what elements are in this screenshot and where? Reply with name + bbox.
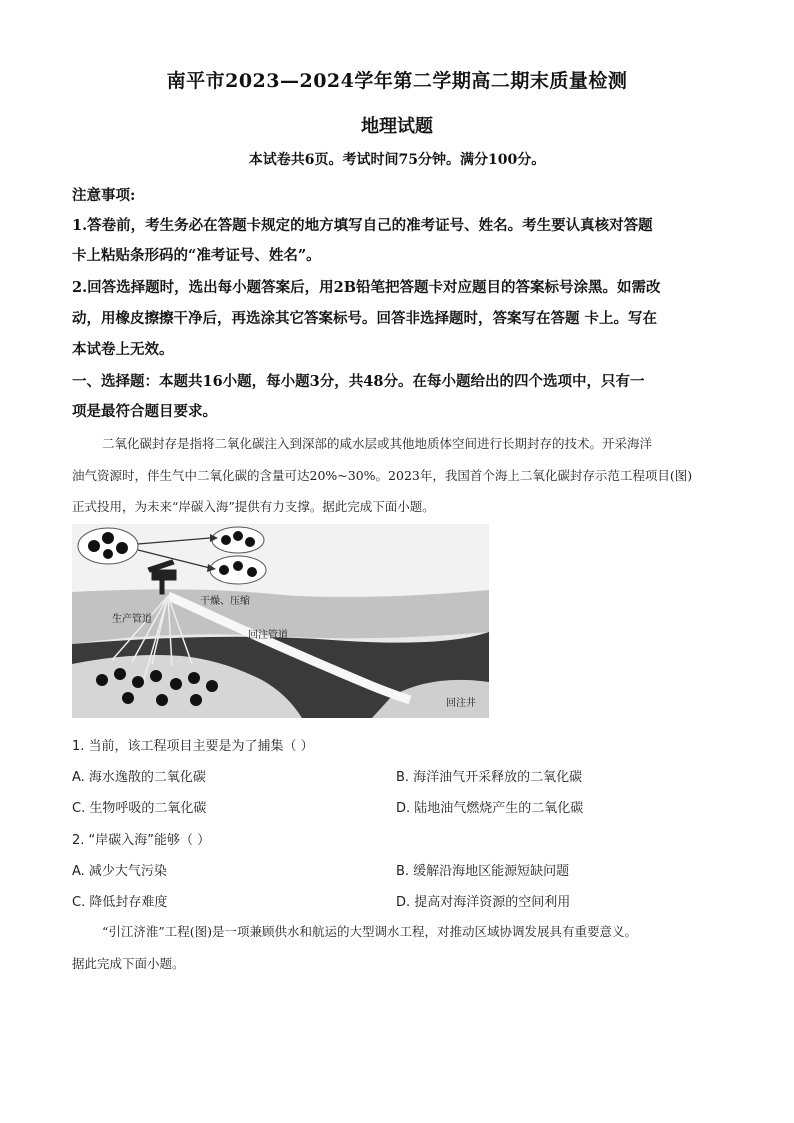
question-2-option-c: C. 降低封存难度 bbox=[72, 895, 168, 910]
passage-1-line-1: 二氧化碳封存是指将二氧化碳注入到深部的咸水层或其他地质体空间进行长期封存的技术。开采海洋 bbox=[102, 436, 653, 451]
notice-heading: 注意事项: bbox=[72, 187, 136, 204]
question-2-option-a: A. 减少大气污染 bbox=[72, 864, 167, 879]
passage-1-line-2: 油气资源时，伴生气中二氧化碳的含量可达20%~30%。2023年，我国首个海上二氧化碳封存示范工程项目(图) bbox=[72, 468, 693, 483]
question-1-option-c: C. 生物呼吸的二氧化碳 bbox=[72, 801, 207, 816]
notice-item-2-line-3: 本试卷上无效。 bbox=[72, 341, 174, 358]
label-return-pipe: 回注管道 bbox=[248, 630, 288, 641]
notice-item-1-line-1: 1.答卷前，考生务必在答题卡规定的地方填写自己的准考证号、姓名。考生要认真核对答题 bbox=[72, 217, 653, 234]
notice-item-2-line-2: 动，用橡皮擦擦干净后，再选涂其它答案标号。回答非选择题时，答案写在答题 卡上。写在 bbox=[72, 310, 658, 327]
question-2-stem: 2. “岸碳入海”能够（ ） bbox=[72, 833, 211, 848]
section-1-heading-line-2: 项是最符合题目要求。 bbox=[72, 403, 217, 420]
co2-storage-diagram bbox=[72, 524, 489, 718]
notice-item-1-line-2: 卡上粘贴条形码的“准考证号、姓名”。 bbox=[72, 247, 321, 264]
label-dry-compress: 干燥、压缩 bbox=[200, 596, 250, 607]
exam-title: 南平市2023—2024学年第二学期高二期末质量检测 bbox=[166, 70, 628, 92]
question-1-option-a: A. 海水逸散的二氧化碳 bbox=[72, 770, 206, 785]
notice-item-2-line-1: 2.回答选择题时，选出每小题答案后，用2B铅笔把答题卡对应题目的答案标号涂黑。如需改 bbox=[72, 279, 661, 296]
label-return-well: 回注井 bbox=[446, 698, 476, 709]
section-1-heading-line-1: 一、选择题：本题共16小题，每小题3分，共48分。在每小题给出的四个选项中，只有一 bbox=[72, 373, 645, 390]
passage-2-line-1: “引江济淮”工程(图)是一项兼顾供水和航运的大型调水工程，对推动区域协调发展具有重要意义。 bbox=[102, 924, 638, 939]
passage-1-line-3: 正式投用，为未来“岸碳入海”提供有力支撑。据此完成下面小题。 bbox=[72, 499, 435, 514]
question-1-option-b: B. 海洋油气开采释放的二氧化碳 bbox=[396, 770, 583, 785]
label-production-pipe: 生产管道 bbox=[112, 614, 152, 625]
exam-info: 本试卷共6页。考试时间75分钟。满分100分。 bbox=[248, 152, 546, 168]
subject-title: 地理试题 bbox=[361, 116, 433, 137]
question-2-option-b: B. 缓解沿海地区能源短缺问题 bbox=[396, 864, 570, 879]
question-1-option-d: D. 陆地油气燃烧产生的二氧化碳 bbox=[396, 801, 584, 816]
passage-2-line-2: 据此完成下面小题。 bbox=[72, 956, 185, 971]
question-2-option-d: D. 提高对海洋资源的空间利用 bbox=[396, 895, 571, 910]
co2-storage-figure bbox=[72, 524, 489, 718]
question-1-stem: 1. 当前，该工程项目主要是为了捕集（ ） bbox=[72, 739, 314, 754]
